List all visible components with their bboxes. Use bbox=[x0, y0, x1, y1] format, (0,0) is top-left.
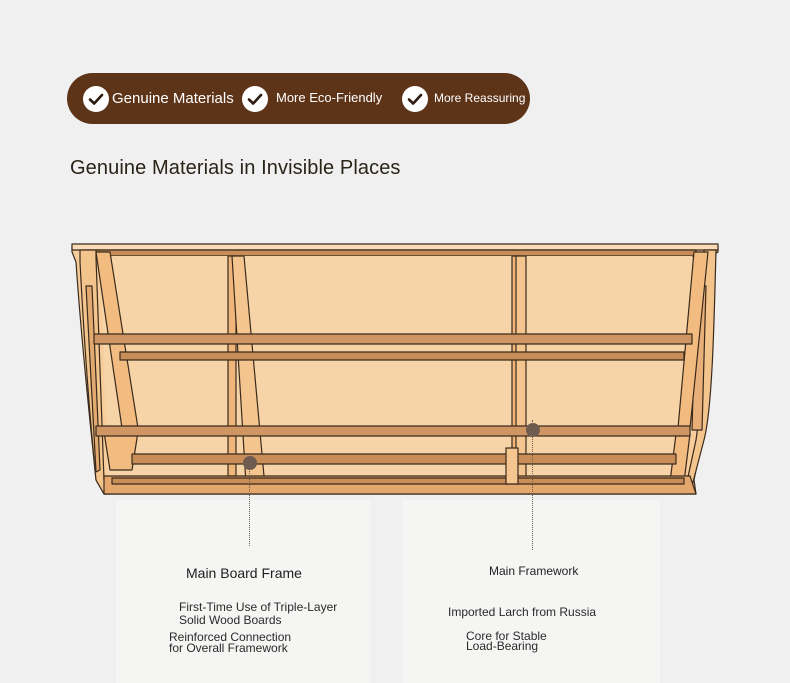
callout-line: for Overall Framework bbox=[169, 641, 288, 655]
callout-line: Solid Wood Boards bbox=[179, 613, 282, 627]
callout-leader-line bbox=[532, 420, 533, 550]
callout-marker-dot bbox=[243, 456, 257, 470]
badge-label-genuine-materials: Genuine Materials bbox=[112, 90, 234, 107]
callout-line: Imported Larch from Russia bbox=[448, 605, 597, 619]
callout-title: Main Board Frame bbox=[186, 565, 302, 581]
callout-card-main-framework bbox=[402, 500, 660, 683]
callout-line: First-Time Use of Triple-Layer bbox=[179, 600, 338, 614]
callout-line: Load-Bearing bbox=[466, 639, 539, 653]
section-headline: Genuine Materials in Invisible Places bbox=[70, 157, 401, 179]
callout-leader-line bbox=[249, 468, 250, 546]
callout-line: Core for Stable bbox=[466, 629, 547, 643]
callout-line: Reinforced Connection bbox=[169, 630, 292, 644]
badge-label-eco-friendly: More Eco-Friendly bbox=[276, 90, 383, 105]
badge-label-reassuring: More Reassuring bbox=[434, 91, 526, 105]
callout-card-main-board-frame bbox=[116, 500, 370, 683]
callout-title: Main Framework bbox=[489, 564, 579, 578]
callout-marker-dot bbox=[526, 423, 540, 437]
